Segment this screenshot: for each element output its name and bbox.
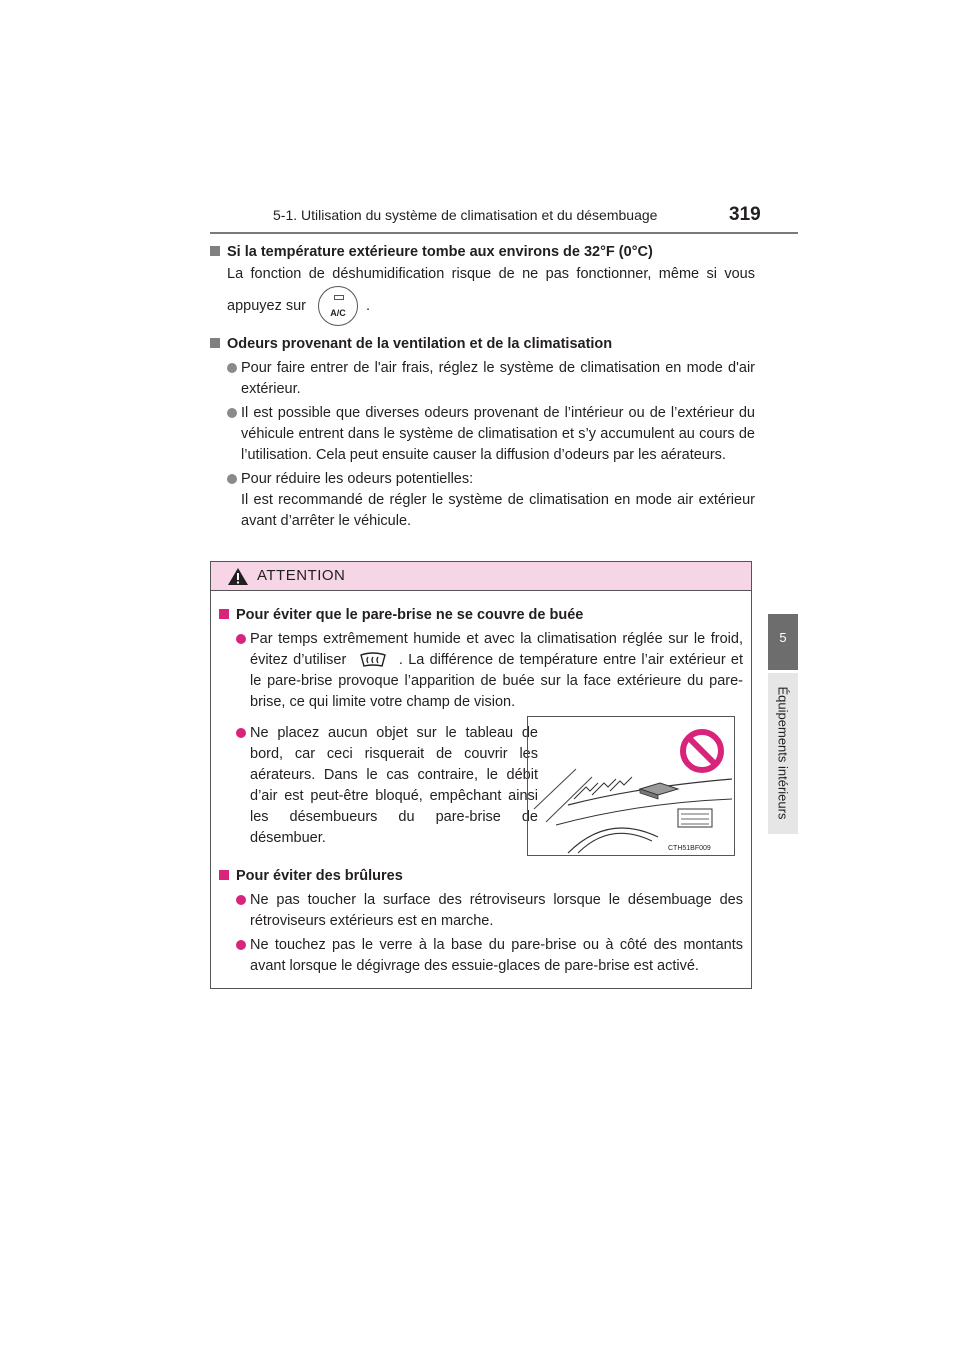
section-heading <box>210 242 755 263</box>
bullet-item <box>227 403 755 466</box>
bullet-text: . La différence de température entre l’air extérieur et le pare-brise provoque l’apparition de buée sur la face extérieure du pare-brise, ce qui limite votre champ de vision. <box>250 652 744 710</box>
ac-button-label: A/C <box>330 308 346 318</box>
bullet-text: Pour réduire les odeurs potentielles: <box>241 471 474 487</box>
ac-button-icon <box>318 286 358 326</box>
round-bullet-icon <box>236 728 246 738</box>
header-divider <box>210 232 798 234</box>
section-heading-text: Pour éviter des brûlures <box>236 868 403 884</box>
bullet-item <box>236 723 538 849</box>
page-number: 319 <box>729 204 761 225</box>
bullet-text: Ne touchez pas le verre à la base du pare-brise ou à côté des montants avant lorsque le dégivrage des essuie-glaces de pare-brise est activé. <box>250 937 743 974</box>
square-bullet-icon <box>210 246 220 256</box>
round-bullet-icon <box>236 895 246 905</box>
round-bullet-icon <box>227 474 237 484</box>
round-bullet-icon <box>236 634 246 644</box>
bullet-text: Pour faire entrer de l'air frais, réglez le système de climatisation en mode d'air extérieur. <box>241 360 755 397</box>
bullet-text: Ne pas toucher la surface des rétroviseurs lorsque le désembuage des rétroviseurs extérieurs est en marche. <box>250 892 743 929</box>
windshield-defroster-icon <box>358 651 388 669</box>
square-bullet-icon <box>210 338 220 348</box>
dashboard-illustration <box>527 716 735 856</box>
section-heading-text: Pour éviter que le pare-brise ne se couvre de buée <box>236 607 584 623</box>
bullet-text: Il est recommandé de régler le système de climatisation en mode air extérieur avant d’arrêter le véhicule. <box>241 492 755 529</box>
section-heading-text: Si la température extérieure tombe aux environs de 32°F (0°C) <box>227 244 653 260</box>
running-header-title: 5-1. Utilisation du système de climatisation et du désembuage <box>273 207 658 223</box>
warning-triangle-icon <box>228 568 248 585</box>
warning-section-heading <box>219 866 743 887</box>
warning-header <box>211 562 751 591</box>
round-bullet-icon <box>236 940 246 950</box>
warning-section-heading <box>219 605 743 626</box>
bullet-item <box>227 469 755 532</box>
square-bullet-icon <box>219 870 229 880</box>
section-heading <box>210 334 755 355</box>
indicator-light-icon <box>334 295 344 300</box>
bullet-item <box>236 935 743 977</box>
paragraph-text: La fonction de déshumidification risque de ne pas fonctionner, même si vous appuyez sur <box>227 266 755 314</box>
section-heading-text: Odeurs provenant de la ventilation et de la climatisation <box>227 336 613 352</box>
round-bullet-icon <box>227 408 237 418</box>
main-content <box>210 236 755 532</box>
illustration-code: CTH51BF009 <box>668 845 711 852</box>
bullet-item <box>236 629 743 713</box>
square-bullet-icon <box>219 609 229 619</box>
warning-title: ATTENTION <box>257 567 346 584</box>
bullet-item <box>227 358 755 400</box>
round-bullet-icon <box>227 363 237 373</box>
bullet-text: Il est possible que diverses odeurs provenant de l’intérieur ou de l’extérieur du véhicule entrent dans le système de climatisation et s’y accumulent au cours de l’utilisation. Cela peut ensuite causer la diffusion d’odeurs par les aérateurs. <box>241 405 755 463</box>
paragraph-text: . <box>366 297 371 314</box>
bullet-text: Par temps extrêmement humide et avec la climatisation réglée sur le froid, évitez d’utiliser <box>250 631 743 668</box>
paragraph <box>227 263 755 326</box>
chapter-number: 5 <box>779 630 787 645</box>
chapter-label: Équipements intérieurs <box>775 686 791 820</box>
bullet-item <box>236 890 743 932</box>
bullet-text: Ne placez aucun objet sur le tableau de bord, car ceci risquerait de couvrir les aérateurs. Dans le cas contraire, le débit d’air est peut-être bloqué, empêchant ainsi les désembueurs du pare-brise de désembuer. <box>250 725 538 846</box>
